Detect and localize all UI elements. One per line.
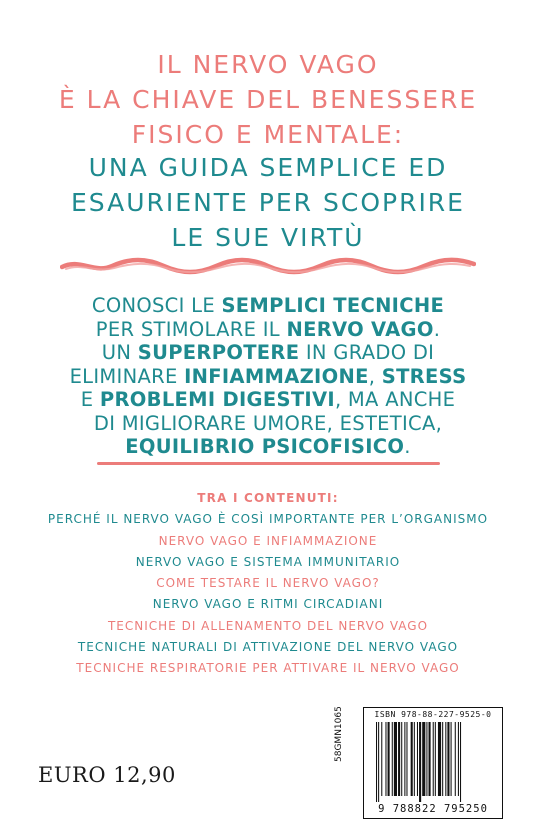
barcode-bar	[376, 722, 377, 802]
barcode-bar	[447, 722, 449, 796]
barcode-bar	[417, 722, 418, 796]
intro-text: E	[80, 388, 100, 411]
barcode-bar	[388, 722, 390, 796]
contents-item: PERCHÉ IL NERVO VAGO È COSÌ IMPORTANTE PER L’ORGANISMO	[47, 512, 489, 527]
barcode-bar	[414, 722, 415, 796]
heading-teal	[0, 150, 536, 255]
intro-text: UN	[101, 341, 138, 364]
barcode-bar	[442, 722, 443, 796]
heading-line: ESAURIENTE PER SCOPRIRE	[71, 188, 465, 217]
intro-highlight: NERVO VAGO	[286, 317, 434, 341]
heading-line: FISICO E MENTALE:	[131, 120, 405, 149]
contents-item: TECNICHE RESPIRATORIE PER ATTIVARE IL NERVO VAGO	[76, 661, 460, 676]
barcode-bar	[378, 722, 379, 802]
barcode-bar	[401, 722, 402, 796]
intro-text: CONOSCI LE	[91, 294, 222, 317]
barcode-bar	[455, 722, 456, 796]
barcode-bar	[460, 722, 461, 802]
intro-text: ELIMINARE	[69, 364, 185, 388]
intro-highlight: SEMPLICI TECNICHE	[221, 294, 445, 317]
intro-paragraph	[0, 294, 536, 459]
barcode-bar	[419, 722, 421, 802]
contents-item: NERVO VAGO E RITMI CIRCADIANI	[152, 597, 384, 612]
intro-highlight: EQUILIBRIO PSICOFISICO	[125, 435, 405, 458]
barcode-bar	[385, 722, 386, 796]
contents-item: NERVO VAGO E INFIAMMAZIONE	[158, 533, 378, 548]
barcode-bar	[394, 722, 397, 796]
barcode-bar	[406, 722, 407, 796]
barcode-bars	[376, 722, 490, 802]
barcode-bar	[435, 722, 436, 796]
barcode-bar	[451, 722, 452, 796]
intro-text: .	[404, 435, 411, 458]
isbn-label: ISBN 978-88-227-9525-0	[374, 710, 492, 719]
intro-text: IN GRADO DI	[299, 341, 435, 364]
barcode-bar	[438, 722, 441, 796]
barcode-bar	[422, 722, 425, 796]
divider-line	[97, 462, 440, 465]
intro-highlight: PROBLEMI DIGESTIVI	[99, 388, 335, 411]
intro-text: ,	[368, 364, 382, 388]
heading-line: UNA GUIDA SEMPLICE ED	[88, 153, 448, 182]
intro-text: , MA ANCHE	[334, 388, 456, 411]
barcode-bar	[404, 722, 405, 796]
barcode-bar	[411, 722, 413, 796]
intro-text: .	[433, 317, 441, 341]
heading-line: LE SUE VIRTÙ	[171, 223, 365, 252]
barcode-bar	[392, 722, 393, 796]
contents-title: TRA I CONTENUTI:	[197, 491, 339, 505]
intro-highlight: STRESS	[381, 364, 467, 388]
contents-item: TECNICHE DI ALLENAMENTO DEL NERVO VAGO	[107, 618, 429, 633]
wavy-divider	[60, 254, 476, 278]
contents-item: NERVO VAGO E SISTEMA IMMUNITARIO	[135, 554, 401, 569]
contents-item: COME TESTARE IL NERVO VAGO?	[156, 576, 380, 591]
intro-highlight: INFIAMMAZIONE	[184, 364, 369, 388]
intro-text: PER STIMOLARE IL	[95, 317, 287, 341]
heading-line: IL NERVO VAGO	[157, 50, 379, 79]
barcode-bar	[433, 722, 434, 796]
contents-item: TECNICHE NATURALI DI ATTIVAZIONE DEL NERVO VAGO	[77, 640, 459, 655]
barcode-bar	[445, 722, 446, 796]
contents-list	[0, 488, 536, 680]
intro-text: DI MIGLIORARE UMORE, ESTETICA,	[93, 411, 443, 435]
heading-line: È LA CHIAVE DEL BENESSERE	[58, 85, 478, 114]
intro-highlight: SUPERPOTERE	[137, 341, 300, 364]
price-label: EURO 12,90	[38, 763, 176, 787]
product-code: 58GMN1065	[334, 706, 344, 762]
barcode-bar	[398, 722, 400, 796]
barcode-bar	[381, 722, 382, 796]
barcode-number: 9 788822 795250	[378, 803, 488, 815]
barcode	[363, 707, 503, 819]
heading-pink	[0, 47, 536, 152]
barcode-bar	[426, 722, 427, 796]
barcode-bar	[458, 722, 459, 796]
barcode-bar	[429, 722, 431, 796]
